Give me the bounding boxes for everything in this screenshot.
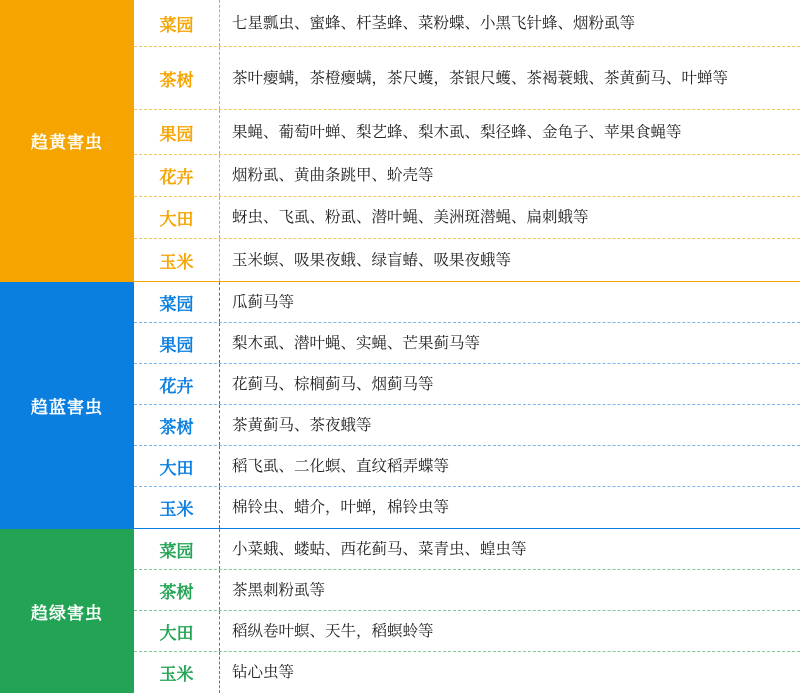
table-row	[134, 652, 800, 693]
row-category: 大田	[134, 611, 220, 651]
table-row	[134, 570, 800, 611]
row-items: 烟粉虱、黄曲条跳甲、蚧壳等	[232, 166, 434, 185]
row-items: 玉米螟、吸果夜蛾、绿盲蝽、吸果夜蛾等	[232, 250, 512, 269]
row-items: 瓜蓟马等	[232, 292, 295, 311]
table-row	[134, 239, 800, 281]
group-rows-green	[134, 529, 800, 693]
table-row	[134, 405, 800, 446]
table-row	[134, 197, 800, 239]
table-row	[134, 47, 800, 110]
row-items: 小菜蛾、蝼蛄、西花蓟马、菜青虫、蝗虫等	[232, 539, 527, 558]
group-label-green: 趋绿害虫	[0, 529, 134, 693]
row-category: 果园	[134, 110, 220, 154]
row-category: 花卉	[134, 364, 220, 404]
row-category: 茶树	[134, 405, 220, 445]
table-row	[134, 155, 800, 197]
row-category: 大田	[134, 446, 220, 486]
group-yellow	[0, 0, 800, 282]
row-items: 棉铃虫、蜡介，叶蝉，棉铃虫等	[232, 498, 450, 517]
table-row	[134, 282, 800, 323]
row-category: 玉米	[134, 239, 220, 281]
group-label-blue: 趋蓝害虫	[0, 282, 134, 528]
row-category: 茶树	[134, 570, 220, 610]
row-category: 花卉	[134, 155, 220, 196]
group-green	[0, 529, 800, 693]
row-items: 蚜虫、飞虱、粉虱、潜叶蝇、美洲斑潜蝇、扁刺蛾等	[232, 208, 589, 227]
table-row	[134, 323, 800, 364]
group-label-yellow: 趋黄害虫	[0, 0, 134, 281]
row-category: 玉米	[134, 487, 220, 528]
row-category: 菜园	[134, 282, 220, 322]
table-row	[134, 487, 800, 528]
row-items: 茶黄蓟马、茶夜蛾等	[232, 415, 372, 434]
row-items: 梨木虱、潜叶蝇、实蝇、芒果蓟马等	[232, 333, 481, 352]
row-items: 花蓟马、棕榈蓟马、烟蓟马等	[232, 374, 434, 393]
row-category: 玉米	[134, 652, 220, 693]
row-items: 钻心虫等	[232, 663, 295, 682]
table-row	[134, 364, 800, 405]
row-items: 果蝇、葡萄叶蝉、梨艺蜂、梨木虱、梨径蜂、金龟子、苹果食蝇等	[232, 122, 682, 141]
table-row	[134, 110, 800, 155]
row-items: 七星瓢虫、蜜蜂、杆茎蜂、菜粉蝶、小黑飞针蜂、烟粉虱等	[232, 13, 636, 32]
row-category: 茶树	[134, 47, 220, 109]
row-category: 大田	[134, 197, 220, 238]
group-blue	[0, 282, 800, 529]
group-rows-yellow	[134, 0, 800, 281]
row-items: 茶叶瘿螨，茶橙瘿螨，茶尺蠖，茶银尺蠖、茶褐蓑蛾、茶黄蓟马、叶蝉等	[232, 68, 729, 87]
row-items: 茶黑刺粉虱等	[232, 580, 326, 599]
table-row	[134, 446, 800, 487]
group-rows-blue	[134, 282, 800, 528]
table-row	[134, 0, 800, 47]
row-category: 菜园	[134, 0, 220, 46]
table-row	[134, 529, 800, 570]
table-row	[134, 611, 800, 652]
row-items: 稻纵卷叶螟、天牛，稻螟蛉等	[232, 621, 434, 640]
row-category: 果园	[134, 323, 220, 363]
row-items: 稻飞虱、二化螟、直纹稻弄蝶等	[232, 456, 450, 475]
row-category: 菜园	[134, 529, 220, 569]
